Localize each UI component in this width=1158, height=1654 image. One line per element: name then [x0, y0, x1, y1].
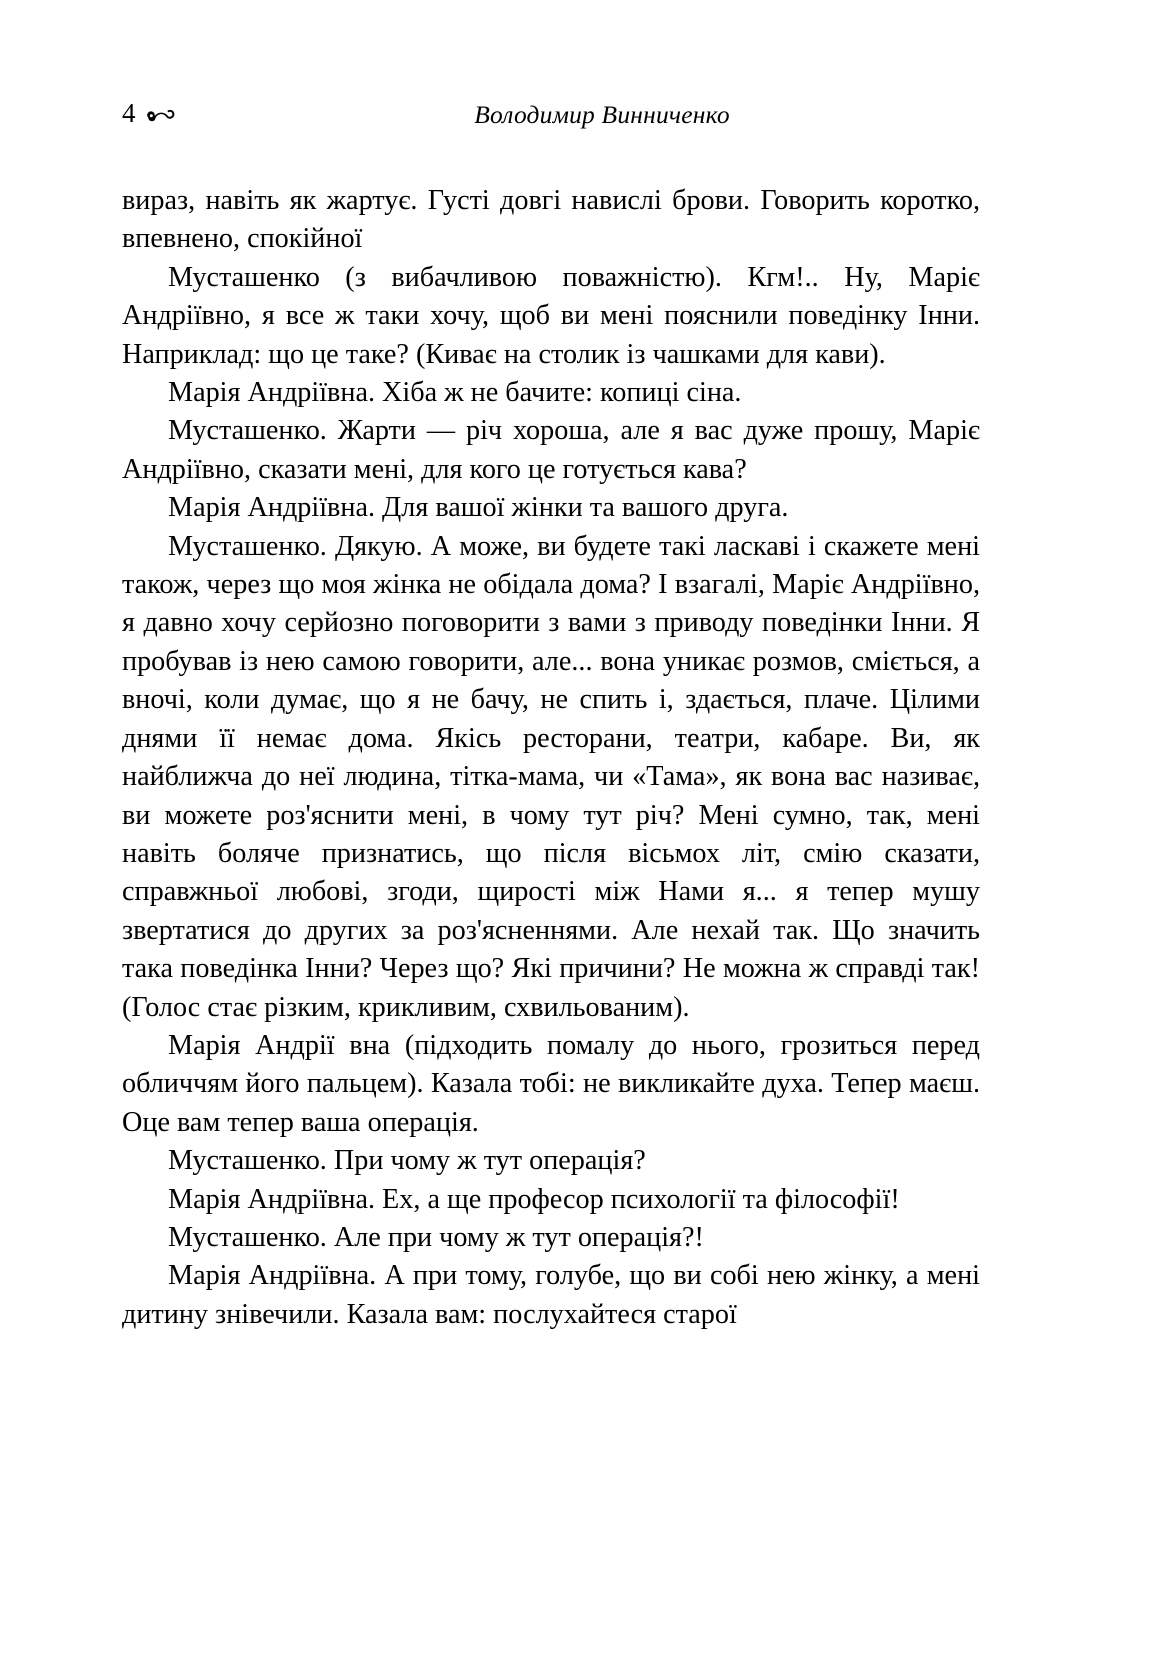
paragraph: Марія Андріївна. Хіба ж не бачите: копиці сіна.	[168, 377, 742, 409]
paragraph: Марія Андріївна. Для вашої жінки та вашого друга.	[168, 492, 789, 524]
paragraph: Мусташенко. Жарти — річ хороша, але я вас дуже прошу, Маріє Андріївно, сказати мені, для кого це готується кава?	[122, 415, 980, 485]
paragraph: Мусташенко. Але при чому ж тут операція?!	[168, 1221, 704, 1253]
paragraph: вираз, навіть як жартує. Густі довгі навислі брови. Говорить коротко, впевнено, спокійної	[122, 185, 980, 255]
running-title-author: Володимир Винниченко	[474, 100, 730, 129]
running-head	[122, 100, 1036, 140]
paragraph: Мусташенко. При чому ж тут операція?	[168, 1145, 646, 1177]
paragraph: Марія Андріївна. А при тому, голубе, що ви собі нею жінку, а мені дитину знівечили. Казала вам: послухайтеся старої	[122, 1260, 980, 1330]
paragraph: Марія Андрії вна (підходить помалу до нього, грозиться перед обличчям його пальцем). Казала тобі: не викликайте духа. Тепер маєш. Оце вам тепер ваша операція.	[122, 1029, 980, 1138]
page-number: 4	[122, 98, 136, 128]
paragraph: Марія Андріївна. Ех, а ще професор психології та філософії!	[168, 1183, 900, 1215]
body-text	[122, 182, 980, 1334]
paragraph: Мусташенко. Дякую. А може, ви будете такі ласкаві і скажете мені також, через що моя жінка не обідала дома? І взагалі, Маріє Андріївно, я давно хочу серйозно поговорити з вами з приводу поведінки Інни. Я пробував із нею самою говорити, але... вона уникає розмов, сміється, а вночі, коли думає, що я не бачу, не спить і, здається, плаче. Цілими днями її немає дома. Якісь ресторани, театри, кабаре. Ви, як найближча до неї людина, тітка-мама, чи «Тама», як вона вас називає, ви можете роз'яснити мені, в чому тут річ? Мені сумно, так, мені навіть боляче признатись, що після вісьмох літ, смію сказати, справжньої любові, згоди, щирості між Нами я... я тепер мушу звертатися до других за роз'ясненнями. Але нехай так. Що значить така поведінка Інни? Через що? Які причини? Не можна ж справді так! (Голос стає різким, крикливим, схвильованим).	[122, 530, 980, 1023]
paragraph: Мусташенко (з вибачливою поважністю). Кгм!.. Ну, Маріє Андріївно, я все ж таки хочу, щоб ви мені пояснили поведінку Інни. Наприклад: що це таке? (Киває на столик із чашками для кави).	[122, 261, 980, 370]
